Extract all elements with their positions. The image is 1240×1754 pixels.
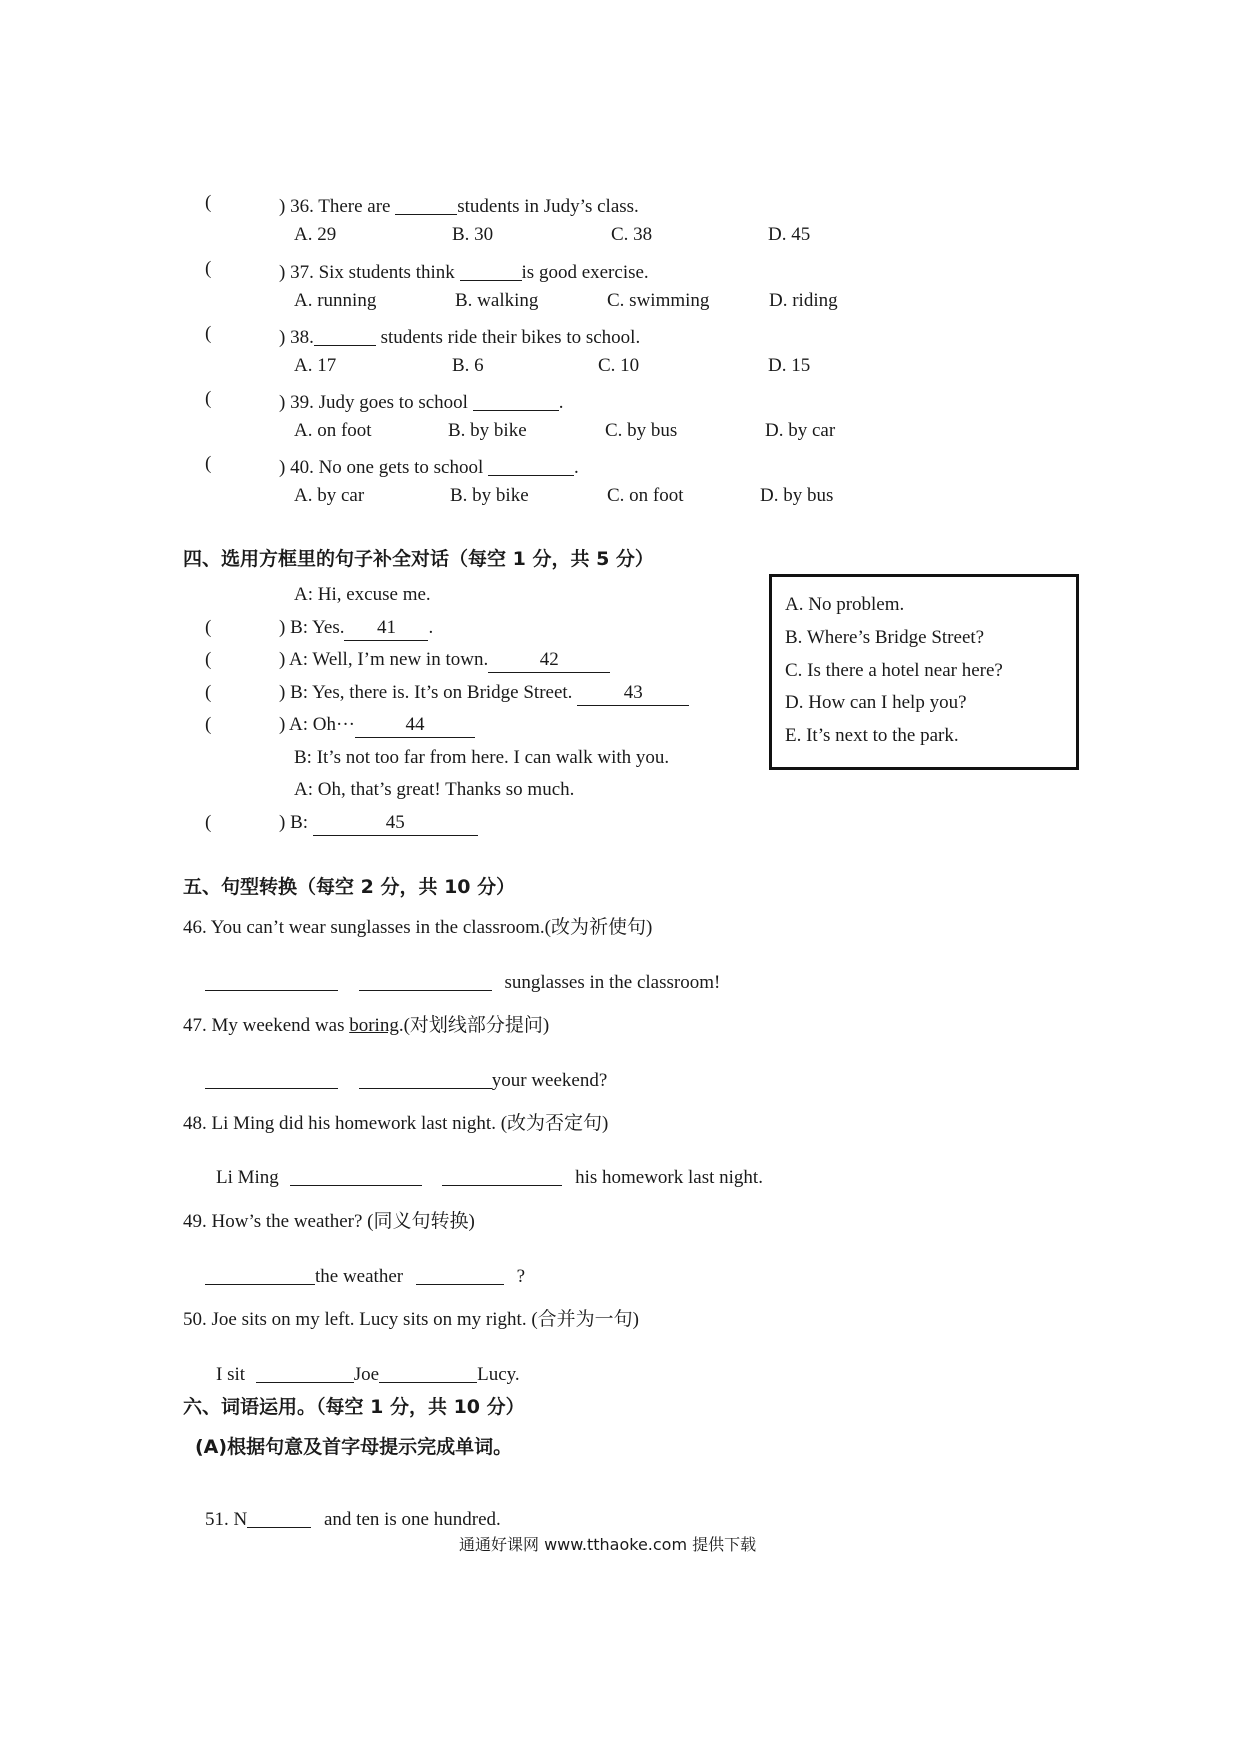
answer-blank[interactable]	[205, 1069, 338, 1089]
option-a: A. 29	[294, 224, 337, 245]
question-47: 47. My weekend was boring.(对划线部分提问)	[183, 1015, 550, 1036]
answer-blank[interactable]: 42	[488, 653, 610, 673]
option-a: A. on foot	[294, 420, 372, 441]
answer-line-47: your weekend?	[205, 1066, 607, 1090]
answer-line-50: I sit Joe Lucy.	[216, 1364, 520, 1385]
dialogue-line-b: B: It’s not too far from here. I can walk with you.	[294, 747, 670, 768]
box-option-a: A. No problem.	[785, 594, 905, 615]
dialogue-line-a: A: Oh, that’s great! Thanks so much.	[294, 779, 575, 800]
answer-blank[interactable]	[379, 1363, 477, 1383]
box-option-b: B. Where’s Bridge Street?	[785, 627, 985, 648]
question-46: 46. You can’t wear sunglasses in the classroom.(改为祈使句)	[183, 917, 653, 938]
option-d: D. by car	[765, 420, 836, 441]
option-a: A. 17	[294, 355, 337, 376]
answer-paren[interactable]: (	[205, 682, 212, 703]
option-c: C. 10	[598, 355, 640, 376]
answer-blank[interactable]: 45	[313, 816, 478, 836]
answer-paren[interactable]: (	[205, 617, 212, 638]
option-d: D. 15	[768, 355, 811, 376]
question-stem: ) 36. There are students in Judy’s class.	[279, 196, 639, 217]
answer-blank[interactable]	[395, 195, 457, 215]
option-b: B. by bike	[448, 420, 527, 441]
box-option-c: C. Is there a hotel near here?	[785, 660, 1003, 681]
option-b: B. by bike	[450, 485, 529, 506]
option-c: C. by bus	[605, 420, 678, 441]
question-48: 48. Li Ming did his homework last night. (改为否定句)	[183, 1113, 609, 1134]
answer-blank[interactable]: 43	[577, 686, 689, 706]
answer-blank[interactable]	[205, 1265, 315, 1285]
answer-blank[interactable]	[290, 1166, 422, 1186]
answer-paren[interactable]: (	[205, 812, 212, 833]
answer-line-48: Li Ming his homework last night.	[216, 1167, 763, 1188]
answer-blank[interactable]	[473, 391, 559, 411]
options-box	[769, 574, 1079, 770]
answer-paren[interactable]: (	[205, 714, 212, 735]
question-49: 49. How’s the weather? (同义句转换)	[183, 1211, 475, 1232]
question-stem: ) 38. students ride their bikes to school.	[279, 327, 641, 348]
option-d: D. 45	[768, 224, 811, 245]
option-a: A. by car	[294, 485, 365, 506]
option-c: C. 38	[611, 224, 653, 245]
page-footer: 通通好课网 www.tthaoke.com 提供下载	[459, 1535, 757, 1554]
answer-blank[interactable]	[442, 1166, 562, 1186]
answer-blank[interactable]	[247, 1508, 311, 1528]
section-5-heading: 五、句型转换（每空 2 分，共 10 分）	[183, 876, 516, 898]
box-option-d: D. How can I help you?	[785, 692, 967, 713]
answer-blank[interactable]	[359, 971, 492, 991]
option-d: D. by bus	[760, 485, 834, 506]
answer-blank[interactable]	[460, 261, 522, 281]
option-b: B. walking	[455, 290, 539, 311]
answer-blank[interactable]	[359, 1069, 492, 1089]
option-b: B. 30	[452, 224, 494, 245]
option-b: B. 6	[452, 355, 484, 376]
answer-blank[interactable]	[256, 1363, 354, 1383]
question-stem: ) 37. Six students think is good exercise.	[279, 262, 649, 283]
answer-blank[interactable]: 41	[344, 621, 428, 641]
answer-blank[interactable]	[416, 1265, 504, 1285]
question-stem: ) 40. No one gets to school .	[279, 457, 579, 478]
answer-blank[interactable]	[314, 326, 376, 346]
section-6-heading: 六、词语运用。（每空 1 分，共 10 分）	[183, 1396, 525, 1418]
answer-blank[interactable]	[488, 456, 574, 476]
question-stem: ) 39. Judy goes to school .	[279, 392, 564, 413]
section-4-heading: 四、选用方框里的句子补全对话（每空 1 分，共 5 分）	[183, 548, 654, 570]
answer-paren[interactable]: (	[205, 649, 212, 670]
question-50: 50. Joe sits on my left. Lucy sits on my right. (合并为一句)	[183, 1309, 639, 1330]
answer-line-49: the weather ?	[205, 1262, 525, 1286]
question-51: 51. N and ten is one hundred.	[205, 1509, 501, 1530]
answer-blank[interactable]	[205, 971, 338, 991]
section-6a-subheading: (A)根据句意及首字母提示完成单词。	[195, 1436, 513, 1458]
option-c: C. on foot	[607, 485, 684, 506]
answer-blank[interactable]: 44	[355, 718, 475, 738]
answer-line-46: sunglasses in the classroom!	[205, 968, 720, 992]
option-d: D. riding	[769, 290, 838, 311]
box-option-e: E. It’s next to the park.	[785, 725, 959, 746]
dialogue-line-opening: A: Hi, excuse me.	[294, 584, 431, 605]
option-c: C. swimming	[607, 290, 710, 311]
option-a: A. running	[294, 290, 377, 311]
